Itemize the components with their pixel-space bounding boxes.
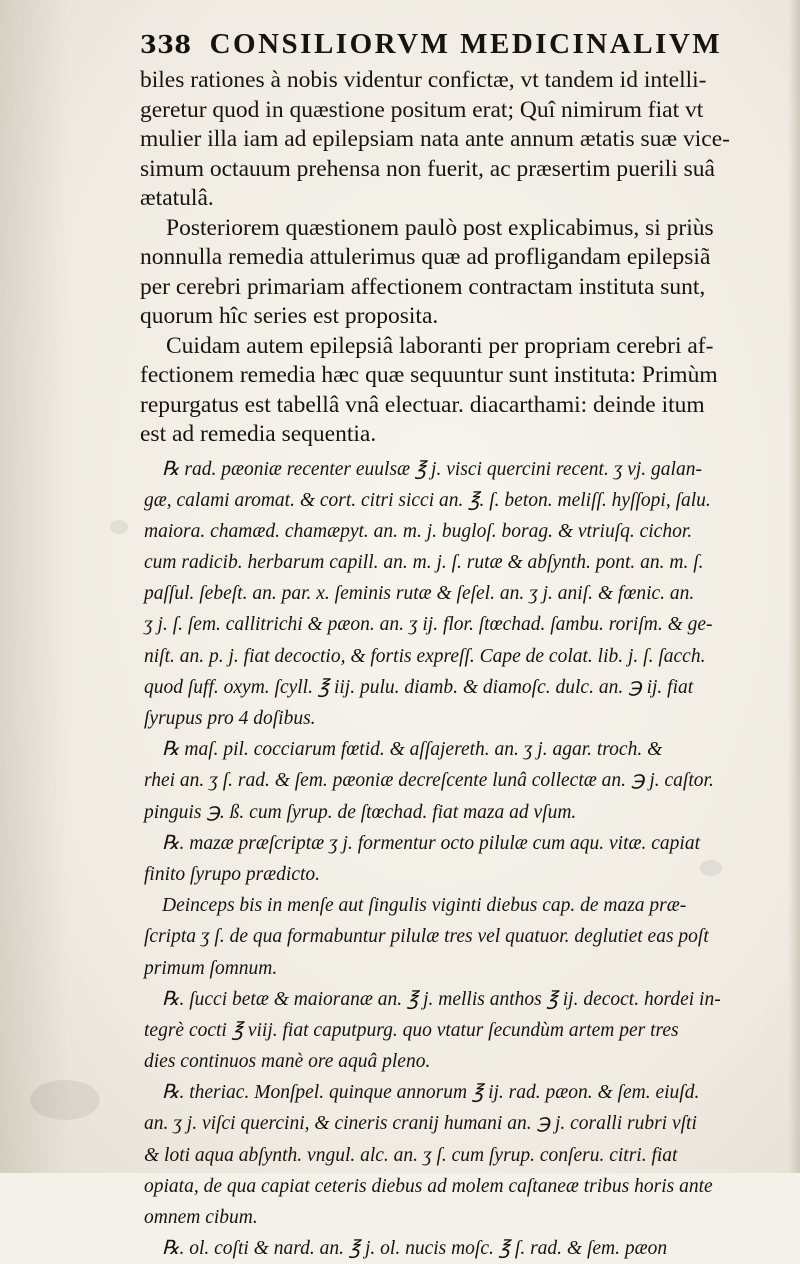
recipe-line: ℞. mazæ præſcriptæ ʒ j. formentur octo pilulæ cum aqu. vitæ. capiat: [140, 828, 770, 859]
recipe-line: ℞ maſ. pil. cocciarum fœtid. & aſſajereth. an. ʒ j. agar. troch. &: [140, 734, 770, 765]
text-line: est ad remedia sequentia.: [140, 420, 770, 450]
recipe-line: primum ſomnum.: [140, 953, 770, 984]
recipe-line: ʒ j. ſ. ſem. callitrichi & pæon. an. ʒ ij. flor. ſtœchad. ſambu. roriſm. & ge-: [140, 609, 770, 640]
recipe-line: opiata, de qua capiat ceteris diebus ad molem caſtaneæ tribus horis ante: [140, 1171, 770, 1202]
recipe-line: maiora. chamæd. chamæpyt. an. m. j. bugloſ. borag. & vtriuſq. cichor.: [140, 516, 770, 547]
recipe-1: [140, 454, 770, 735]
recipe-line: pinguis ℈. ß. cum ſyrup. de ſtœchad. fiat maza ad vſum.: [140, 797, 770, 828]
recipe-line: Deinceps bis in menſe aut ſingulis viginti diebus cap. de maza præ-: [140, 890, 770, 921]
recipe-line: paſſul. ſebeſt. an. par. x. ſeminis rutæ & ſeſel. an. ʒ j. aniſ. & fœnic. an.: [140, 578, 770, 609]
recipe-line: omnem cibum.: [140, 1202, 770, 1233]
recipe-line: ſyrupus pro 4 doſibus.: [140, 703, 770, 734]
paragraph-1: [140, 66, 770, 214]
recipe-line: gæ, calami aromat. & cort. citri sicci an. ℥. ſ. beton. meliſſ. hyſſopi, ſalu.: [140, 485, 770, 516]
recipe-line: ℞. theriac. Monſpel. quinque annorum ℥ ij. rad. pæon. & ſem. eiuſd.: [140, 1077, 770, 1108]
paragraph-2: [140, 214, 770, 332]
text-line: geretur quod in quæstione positum erat; Quî nimirum fiat vt: [140, 96, 770, 126]
text-line: ætatulâ.: [140, 184, 770, 214]
paper-stain: [110, 520, 128, 534]
recipe-list: [140, 454, 770, 1264]
recipe-line: & loti aqua abſynth. vngul. alc. an. ʒ ſ. cum ſyrup. conſeru. citri. fiat: [140, 1140, 770, 1171]
page-edge: [788, 0, 800, 1173]
recipe-line: ℞. ſucci betæ & maioranæ an. ℥ j. mellis anthos ℥ ij. decoct. hordei in-: [140, 984, 770, 1015]
text-line: mulier illa iam ad epilepsiam nata ante annum ætatis suæ vice-: [140, 125, 770, 155]
gutter-shadow: [0, 0, 70, 1173]
roman-text: [140, 66, 770, 450]
text-line: biles rationes à nobis videntur confictæ, vt tandem id intelli-: [140, 66, 770, 96]
recipe-line: an. ʒ j. viſci quercini, & cineris cranij humani an. ℈ j. coralli rubri vſti: [140, 1108, 770, 1139]
text-line: quorum hîc series est proposita.: [140, 302, 770, 332]
recipe-4: [140, 890, 770, 984]
recipe-line: ſcripta ʒ ſ. de qua formabuntur pilulæ tres vel quatuor. deglutiet eas poſt: [140, 921, 770, 952]
recipe-line: quod ſuff. oxym. ſcyll. ℥ iij. pulu. diamb. & diamoſc. dulc. an. ℈ ij. fiat: [140, 672, 770, 703]
recipe-line: finito ſyrupo prædicto.: [140, 859, 770, 890]
recipe-line: ℞ rad. pæoniæ recenter euulsæ ℥ j. visci quercini recent. ʒ vj. galan-: [140, 454, 770, 485]
paper-stain: [30, 1080, 100, 1120]
text-line: Posteriorem quæstionem paulò post explicabimus, si priùs: [140, 214, 770, 244]
text-block: [140, 28, 770, 1264]
page-number: 338: [140, 30, 192, 59]
recipe-line: niſt. an. p. j. fiat decoctio, & fortis expreſſ. Cape de colat. lib. j. ſ. ſacch.: [140, 641, 770, 672]
recipe-line: tegrè cocti ℥ viij. fiat caputpurg. quo vtatur ſecundùm artem per tres: [140, 1015, 770, 1046]
recipe-6: [140, 1077, 770, 1233]
recipe-5: [140, 984, 770, 1078]
text-line: nonnulla remedia attulerimus quæ ad profligandam epilepsiã: [140, 243, 770, 273]
recipe-7: [140, 1233, 770, 1264]
recipe-2: [140, 734, 770, 828]
recipe-line: dies continuos manè ore aquâ pleno.: [140, 1046, 770, 1077]
running-title: CONSILIORVM MEDICINALIVM: [210, 28, 723, 61]
text-line: Cuidam autem epilepsiâ laboranti per propriam cerebri af-: [140, 332, 770, 362]
running-head: [140, 28, 770, 64]
text-line: repurgatus est tabellâ vnâ electuar. diacarthami: deinde itum: [140, 391, 770, 421]
paragraph-3: [140, 332, 770, 450]
text-line: per cerebri primariam affectionem contractam instituta sunt,: [140, 273, 770, 303]
recipe-3: [140, 828, 770, 890]
paper-stain: [700, 860, 722, 876]
text-line: fectionem remedia hæc quæ sequuntur sunt instituta: Primùm: [140, 361, 770, 391]
recipe-line: cum radicib. herbarum capill. an. m. j. ſ. rutæ & abſynth. pont. an. m. ſ.: [140, 547, 770, 578]
text-line: simum octauum prehensa non fuerit, ac præsertim puerili suâ: [140, 155, 770, 185]
recipe-line: ℞. ol. coſti & nard. an. ℥ j. ol. nucis moſc. ℥ ſ. rad. & ſem. pæon: [140, 1233, 770, 1264]
recipe-line: rhei an. ʒ ſ. rad. & ſem. pæoniæ decreſcente lunâ collectæ an. ℈ j. caſtor.: [140, 765, 770, 796]
